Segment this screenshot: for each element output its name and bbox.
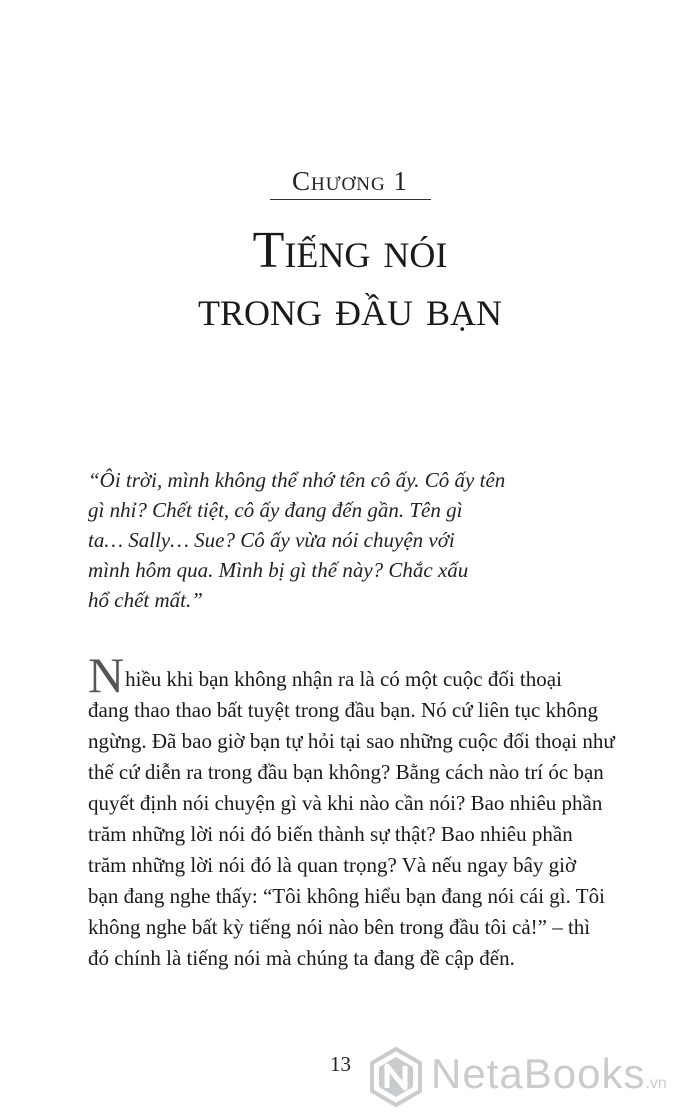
quote-line: “Ôi trời, mình không thể nhớ tên cô ấy. Cô ấy tên xyxy=(88,468,506,492)
chapter-title-line: Tiếng nói xyxy=(252,222,448,279)
quote-line: hổ chết mất.” xyxy=(88,588,203,612)
body-line: trăm những lời nói đó biến thành sự thật? Bao nhiêu phần xyxy=(88,822,573,846)
chapter-title xyxy=(0,222,700,338)
body-line: đó chính là tiếng nói mà chúng ta đang đề cập đến. xyxy=(88,946,515,970)
quote-line: mình hôm qua. Mình bị gì thế này? Chắc xấu xyxy=(88,558,469,582)
body-line: ngừng. Đã bao giờ bạn tự hỏi tại sao những cuộc đối thoại như xyxy=(88,729,615,753)
body-line: thế cứ diễn ra trong đầu bạn không? Bằng cách nào trí óc bạn xyxy=(88,760,604,784)
watermark xyxy=(365,1042,695,1112)
body-first-line-text: hiều khi bạn không nhận ra là có một cuộc đối thoại xyxy=(125,667,562,691)
netabooks-logo-icon xyxy=(365,1046,427,1108)
body-line: quyết định nói chuyện gì và khi nào cần nói? Bao nhiêu phần xyxy=(88,791,603,815)
quote-line: ta… Sally… Sue? Cô ấy vừa nói chuyện với xyxy=(88,528,455,552)
body-line: trăm những lời nói đó là quan trọng? Và nếu ngay bây giờ xyxy=(88,853,577,877)
chapter-underline xyxy=(270,199,431,200)
watermark-suffix: .vn xyxy=(645,1075,667,1092)
body-first-line xyxy=(88,647,618,703)
body-line: bạn đang nghe thấy: “Tôi không hiểu bạn đang nói cái gì. Tôi xyxy=(88,884,605,908)
epigraph-quote xyxy=(88,465,608,615)
page-number: 13 xyxy=(330,1052,351,1076)
watermark-brand-text: NetaBooks xyxy=(431,1050,646,1097)
chapter-title-line: trong đầu bạn xyxy=(198,280,502,337)
quote-line: gì nhỉ? Chết tiệt, cô ấy đang đến gần. Tên gì xyxy=(88,498,463,522)
body-line: không nghe bất kỳ tiếng nói nào bên trong đầu tôi cả!” – thì xyxy=(88,915,591,939)
watermark-brand xyxy=(431,1050,667,1098)
drop-cap: N xyxy=(88,647,125,703)
body-paragraph xyxy=(88,647,618,974)
chapter-label: Chương 1 xyxy=(292,166,408,196)
body-line: đang thao thao bất tuyệt trong đầu bạn. Nó cứ liên tục không xyxy=(88,698,599,722)
